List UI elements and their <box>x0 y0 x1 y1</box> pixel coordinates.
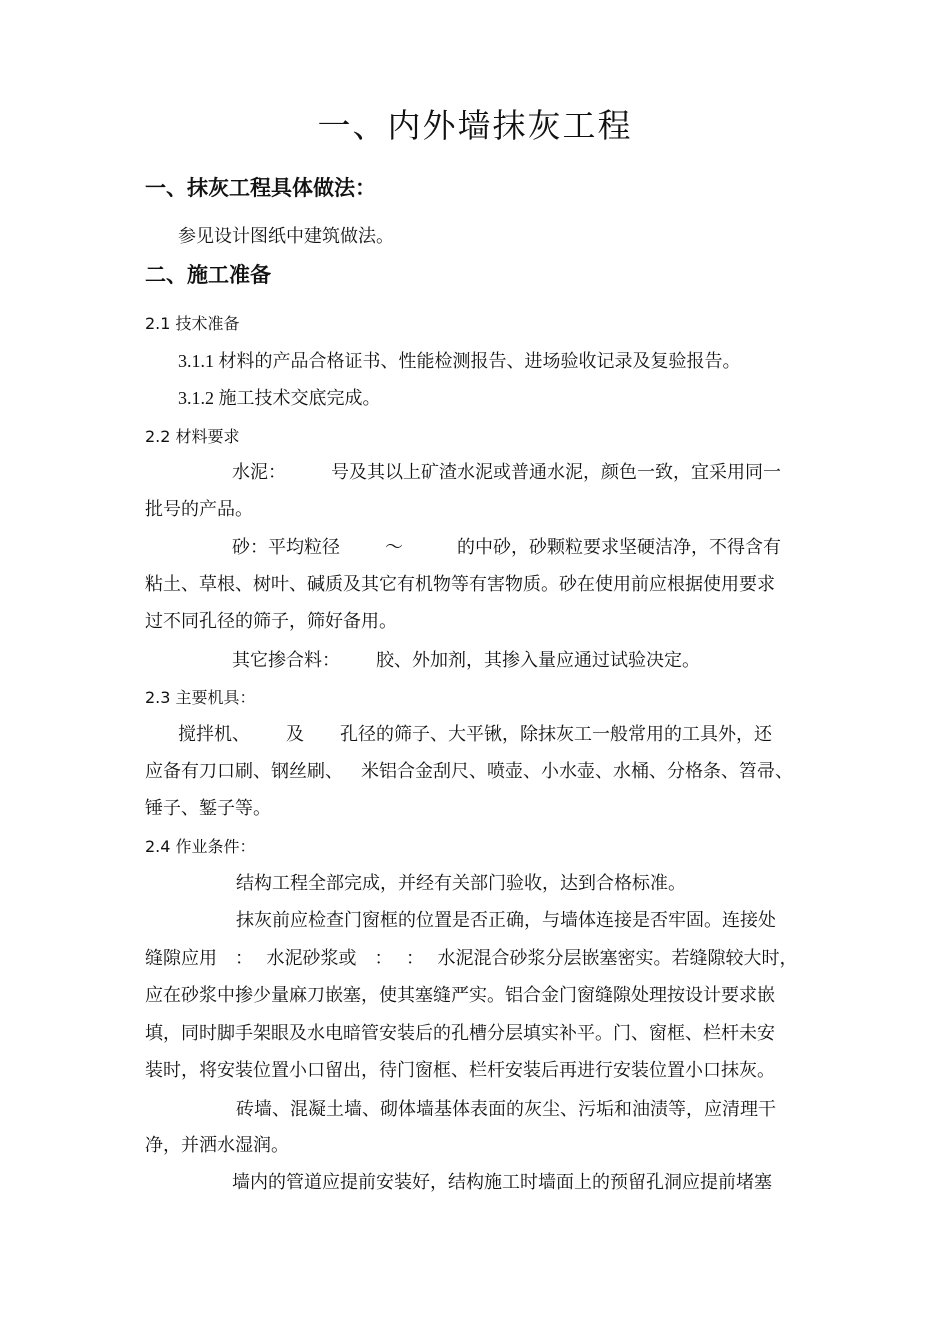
condition-line: 抹灰前应检查门窗框的位置是否正确，与墙体连接是否牢固。连接处 <box>236 910 776 930</box>
section-1-body: 参见设计图纸中建筑做法。 <box>178 226 394 246</box>
page-title: 一、内外墙抹灰工程 <box>317 109 633 145</box>
condition-line: 应在砂浆中掺少量麻刀嵌塞，使其塞缝严实。铝合金门窗缝隙处理按设计要求嵌 <box>145 985 775 1005</box>
cement-line: 水泥： 号及其以上矿渣水泥或普通水泥，颜色一致，宜采用同一 <box>232 462 781 482</box>
sand-line: 砂：平均粒径 ～ 的中砂，砂颗粒要求坚硬洁净，不得含有 <box>232 537 781 557</box>
subsection-2-4-heading: 2.4 作业条件： <box>145 837 256 856</box>
condition-line: 装时，将安装位置小口留出，待门窗框、栏杆安装后再进行安装位置小口抹灰。 <box>145 1060 775 1080</box>
condition-line: 墙内的管道应提前安装好，结构施工时墙面上的预留孔洞应提前堵塞 <box>232 1172 772 1192</box>
section-1-heading: 一、抹灰工程具体做法： <box>145 176 376 200</box>
tools-line: 搅拌机、 及 孔径的筛子、大平锹，除抹灰工一般常用的工具外，还 <box>178 724 772 744</box>
condition-line: 净，并洒水湿润。 <box>145 1135 289 1155</box>
additive-line: 其它掺合料： 胶、外加剂，其掺入量应通过试验决定。 <box>232 650 700 670</box>
condition-line: 缝隙应用 ： 水泥砂浆或 ： ： 水泥混合砂浆分层嵌塞密实。若缝隙较大时， <box>145 948 798 968</box>
condition-line: 砖墙、混凝土墙、砌体墙基体表面的灰尘、污垢和油渍等，应清理干 <box>236 1099 776 1119</box>
tech-prep-item: 3.1.1 材料的产品合格证书、性能检测报告、进场验收记录及复验报告。 <box>178 351 741 371</box>
sand-line: 过不同孔径的筛子，筛好备用。 <box>145 611 397 631</box>
tech-prep-item: 3.1.2 施工技术交底完成。 <box>178 388 381 408</box>
condition-line: 结构工程全部完成，并经有关部门验收，达到合格标准。 <box>236 873 686 893</box>
subsection-2-2-heading: 2.2 材料要求 <box>145 427 240 446</box>
sand-line: 粘土、草根、树叶、碱质及其它有机物等有害物质。砂在使用前应根据使用要求 <box>145 574 775 594</box>
subsection-2-1-heading: 2.1 技术准备 <box>145 314 240 333</box>
condition-line: 填，同时脚手架眼及水电暗管安装后的孔槽分层填实补平。门、窗框、栏杆未安 <box>145 1023 775 1043</box>
tools-line: 锤子、錾子等。 <box>145 798 271 818</box>
subsection-2-3-heading: 2.3 主要机具： <box>145 688 256 707</box>
section-2-heading: 二、施工准备 <box>145 263 271 287</box>
tools-line: 应备有刀口刷、钢丝刷、 米铝合金刮尺、喷壶、小水壶、水桶、分格条、笤帚、 <box>145 761 793 781</box>
cement-line: 批号的产品。 <box>145 499 253 519</box>
